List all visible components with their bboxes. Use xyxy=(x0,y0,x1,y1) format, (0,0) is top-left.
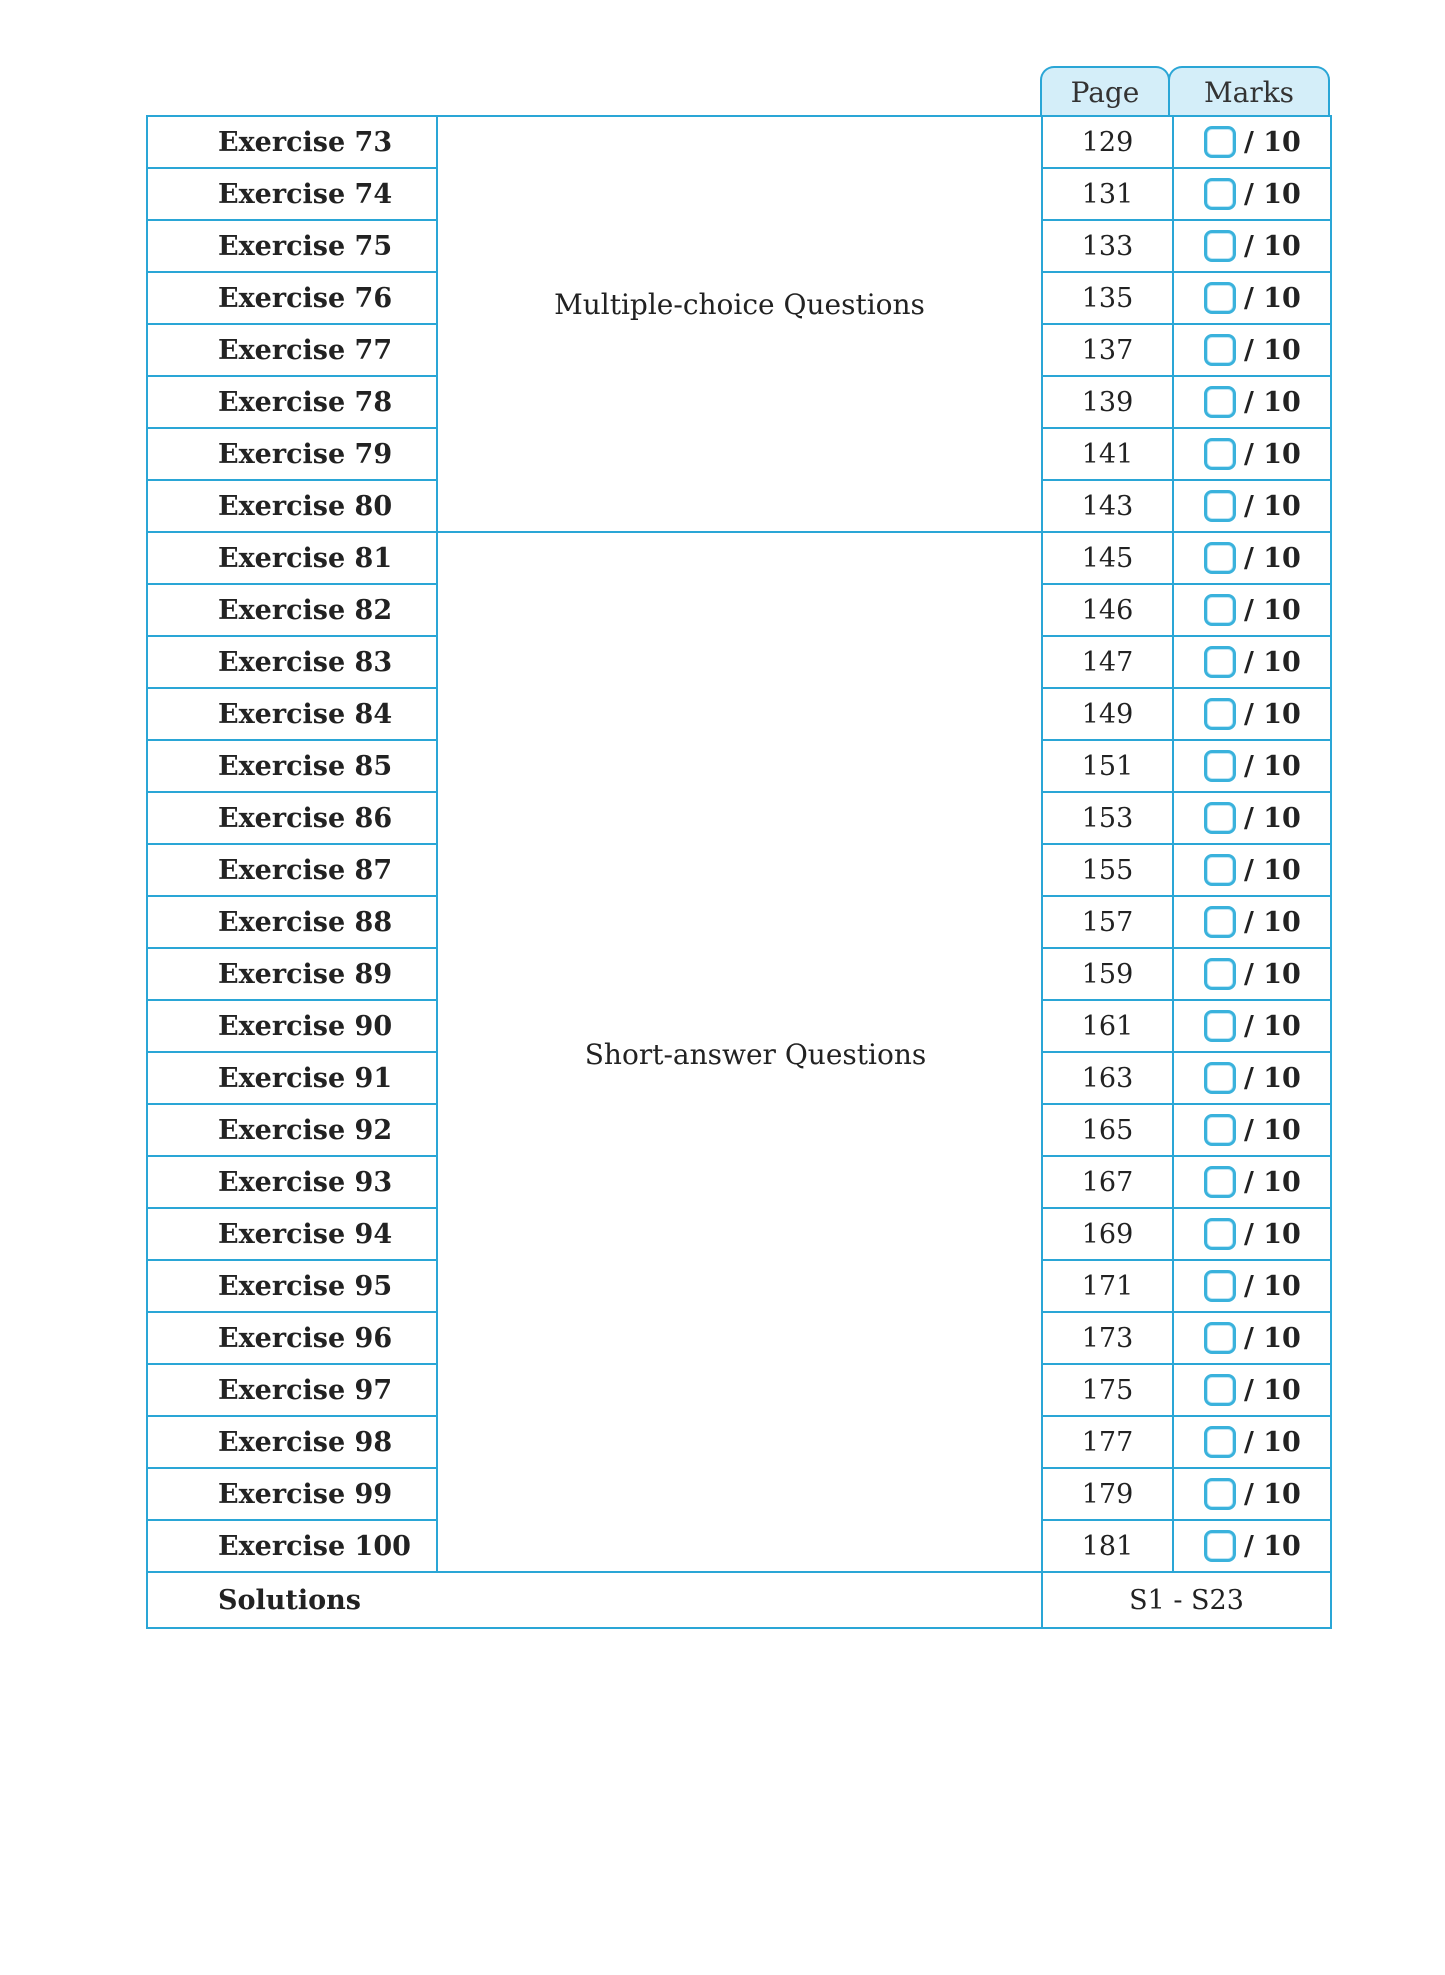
marks-cell xyxy=(1173,220,1331,272)
exercise-label[interactable]: Exercise 73 xyxy=(147,116,437,168)
page-number: 179 xyxy=(1042,1468,1173,1520)
solutions-label[interactable]: Solutions xyxy=(147,1572,1042,1628)
marks-cell xyxy=(1173,1052,1331,1104)
exercise-label[interactable]: Exercise 78 xyxy=(147,376,437,428)
marks-total: / 10 xyxy=(1244,178,1301,210)
exercise-label[interactable]: Exercise 98 xyxy=(147,1416,437,1468)
page-number: 129 xyxy=(1042,116,1173,168)
page-number: 163 xyxy=(1042,1052,1173,1104)
marks-total: / 10 xyxy=(1244,126,1301,158)
score-input-box[interactable] xyxy=(1204,1062,1236,1094)
exercise-label[interactable]: Exercise 81 xyxy=(147,532,437,584)
marks-total: / 10 xyxy=(1244,386,1301,418)
exercise-label[interactable]: Exercise 83 xyxy=(147,636,437,688)
exercise-label[interactable]: Exercise 93 xyxy=(147,1156,437,1208)
exercise-label[interactable]: Exercise 75 xyxy=(147,220,437,272)
score-input-box[interactable] xyxy=(1204,750,1236,782)
score-input-box[interactable] xyxy=(1204,854,1236,886)
marks-total: / 10 xyxy=(1244,802,1301,834)
marks-total: / 10 xyxy=(1244,906,1301,938)
page-number: 173 xyxy=(1042,1312,1173,1364)
marks-total: / 10 xyxy=(1244,594,1301,626)
marks-cell xyxy=(1173,1156,1331,1208)
exercise-label[interactable]: Exercise 77 xyxy=(147,324,437,376)
page-number: 149 xyxy=(1042,688,1173,740)
exercise-table xyxy=(146,115,1332,1629)
score-input-box[interactable] xyxy=(1204,698,1236,730)
score-input-box[interactable] xyxy=(1204,1166,1236,1198)
page-number: 133 xyxy=(1042,220,1173,272)
marks-cell xyxy=(1173,1416,1331,1468)
exercise-label[interactable]: Exercise 80 xyxy=(147,480,437,532)
score-input-box[interactable] xyxy=(1204,1322,1236,1354)
section-cell xyxy=(437,116,1042,532)
marks-total: / 10 xyxy=(1244,230,1301,262)
exercise-label[interactable]: Exercise 94 xyxy=(147,1208,437,1260)
page-number: 135 xyxy=(1042,272,1173,324)
score-input-box[interactable] xyxy=(1204,958,1236,990)
page-number: 181 xyxy=(1042,1520,1173,1572)
solutions-row xyxy=(147,1572,1331,1628)
exercise-label[interactable]: Exercise 89 xyxy=(147,948,437,1000)
score-input-box[interactable] xyxy=(1204,594,1236,626)
marks-total: / 10 xyxy=(1244,958,1301,990)
marks-total: / 10 xyxy=(1244,1426,1301,1458)
solutions-pages: S1 - S23 xyxy=(1042,1572,1331,1628)
marks-total: / 10 xyxy=(1244,854,1301,886)
marks-cell xyxy=(1173,1260,1331,1312)
marks-total: / 10 xyxy=(1244,490,1301,522)
marks-total: / 10 xyxy=(1244,282,1301,314)
marks-total: / 10 xyxy=(1244,1374,1301,1406)
marks-total: / 10 xyxy=(1244,698,1301,730)
score-input-box[interactable] xyxy=(1204,230,1236,262)
marks-cell xyxy=(1173,584,1331,636)
score-input-box[interactable] xyxy=(1204,282,1236,314)
marks-total: / 10 xyxy=(1244,1270,1301,1302)
score-input-box[interactable] xyxy=(1204,126,1236,158)
score-input-box[interactable] xyxy=(1204,1270,1236,1302)
score-input-box[interactable] xyxy=(1204,542,1236,574)
score-input-box[interactable] xyxy=(1204,178,1236,210)
marks-cell xyxy=(1173,1000,1331,1052)
exercise-row xyxy=(147,532,1331,584)
section-title: Multiple-choice Questions xyxy=(554,287,925,321)
section-cell xyxy=(437,532,1042,1572)
marks-total: / 10 xyxy=(1244,1010,1301,1042)
page-number: 146 xyxy=(1042,584,1173,636)
section-title: Short-answer Questions xyxy=(584,1037,927,1071)
exercise-label[interactable]: Exercise 82 xyxy=(147,584,437,636)
score-input-box[interactable] xyxy=(1204,438,1236,470)
page-number: 155 xyxy=(1042,844,1173,896)
score-input-box[interactable] xyxy=(1204,1114,1236,1146)
marks-column-header: Marks xyxy=(1168,66,1330,116)
marks-total: / 10 xyxy=(1244,1114,1301,1146)
exercise-label[interactable]: Exercise 74 xyxy=(147,168,437,220)
marks-cell xyxy=(1173,532,1331,584)
marks-total: / 10 xyxy=(1244,1530,1301,1562)
marks-total: / 10 xyxy=(1244,646,1301,678)
page-number: 167 xyxy=(1042,1156,1173,1208)
page-number: 175 xyxy=(1042,1364,1173,1416)
page-number: 151 xyxy=(1042,740,1173,792)
score-input-box[interactable] xyxy=(1204,906,1236,938)
marks-cell xyxy=(1173,1468,1331,1520)
marks-cell xyxy=(1173,272,1331,324)
exercise-label[interactable]: Exercise 87 xyxy=(147,844,437,896)
marks-cell xyxy=(1173,480,1331,532)
page-number: 169 xyxy=(1042,1208,1173,1260)
page-number: 137 xyxy=(1042,324,1173,376)
marks-cell xyxy=(1173,324,1331,376)
exercise-label[interactable]: Exercise 91 xyxy=(147,1052,437,1104)
marks-cell xyxy=(1173,792,1331,844)
score-input-box[interactable] xyxy=(1204,1426,1236,1458)
score-input-box[interactable] xyxy=(1204,1374,1236,1406)
page-column-header: Page xyxy=(1040,66,1170,116)
marks-cell xyxy=(1173,844,1331,896)
exercise-label[interactable]: Exercise 92 xyxy=(147,1104,437,1156)
marks-total: / 10 xyxy=(1244,1062,1301,1094)
page-number: 165 xyxy=(1042,1104,1173,1156)
marks-total: / 10 xyxy=(1244,750,1301,782)
score-input-box[interactable] xyxy=(1204,1218,1236,1250)
marks-cell xyxy=(1173,116,1331,168)
score-input-box[interactable] xyxy=(1204,1010,1236,1042)
marks-cell xyxy=(1173,1312,1331,1364)
exercise-label[interactable]: Exercise 100 xyxy=(147,1520,437,1572)
score-input-box[interactable] xyxy=(1204,802,1236,834)
page-number: 159 xyxy=(1042,948,1173,1000)
score-input-box[interactable] xyxy=(1204,386,1236,418)
exercise-label[interactable]: Exercise 95 xyxy=(147,1260,437,1312)
marks-cell xyxy=(1173,948,1331,1000)
score-input-box[interactable] xyxy=(1204,1478,1236,1510)
marks-total: / 10 xyxy=(1244,438,1301,470)
marks-cell xyxy=(1173,688,1331,740)
page-number: 139 xyxy=(1042,376,1173,428)
page-number: 143 xyxy=(1042,480,1173,532)
marks-total: / 10 xyxy=(1244,542,1301,574)
exercise-label[interactable]: Exercise 99 xyxy=(147,1468,437,1520)
score-input-box[interactable] xyxy=(1204,490,1236,522)
page-number: 147 xyxy=(1042,636,1173,688)
exercise-label[interactable]: Exercise 86 xyxy=(147,792,437,844)
marks-total: / 10 xyxy=(1244,1478,1301,1510)
marks-total: / 10 xyxy=(1244,1166,1301,1198)
exercise-label[interactable]: Exercise 76 xyxy=(147,272,437,324)
page-number: 177 xyxy=(1042,1416,1173,1468)
score-input-box[interactable] xyxy=(1204,646,1236,678)
page-number: 131 xyxy=(1042,168,1173,220)
exercise-label[interactable]: Exercise 85 xyxy=(147,740,437,792)
marks-cell xyxy=(1173,896,1331,948)
score-input-box[interactable] xyxy=(1204,1530,1236,1562)
exercise-row xyxy=(147,116,1331,168)
marks-cell xyxy=(1173,428,1331,480)
marks-cell xyxy=(1173,740,1331,792)
page-number: 171 xyxy=(1042,1260,1173,1312)
marks-cell xyxy=(1173,1520,1331,1572)
marks-total: / 10 xyxy=(1244,334,1301,366)
page-number: 153 xyxy=(1042,792,1173,844)
marks-total: / 10 xyxy=(1244,1218,1301,1250)
marks-cell xyxy=(1173,1104,1331,1156)
page-number: 161 xyxy=(1042,1000,1173,1052)
exercise-label[interactable]: Exercise 79 xyxy=(147,428,437,480)
marks-cell xyxy=(1173,168,1331,220)
marks-total: / 10 xyxy=(1244,1322,1301,1354)
marks-cell xyxy=(1173,376,1331,428)
exercise-label[interactable]: Exercise 88 xyxy=(147,896,437,948)
page-number: 145 xyxy=(1042,532,1173,584)
marks-cell xyxy=(1173,636,1331,688)
exercise-label[interactable]: Exercise 97 xyxy=(147,1364,437,1416)
page-number: 157 xyxy=(1042,896,1173,948)
exercise-label[interactable]: Exercise 96 xyxy=(147,1312,437,1364)
score-input-box[interactable] xyxy=(1204,334,1236,366)
marks-cell xyxy=(1173,1364,1331,1416)
marks-cell xyxy=(1173,1208,1331,1260)
exercise-label[interactable]: Exercise 90 xyxy=(147,1000,437,1052)
exercise-label[interactable]: Exercise 84 xyxy=(147,688,437,740)
page-number: 141 xyxy=(1042,428,1173,480)
